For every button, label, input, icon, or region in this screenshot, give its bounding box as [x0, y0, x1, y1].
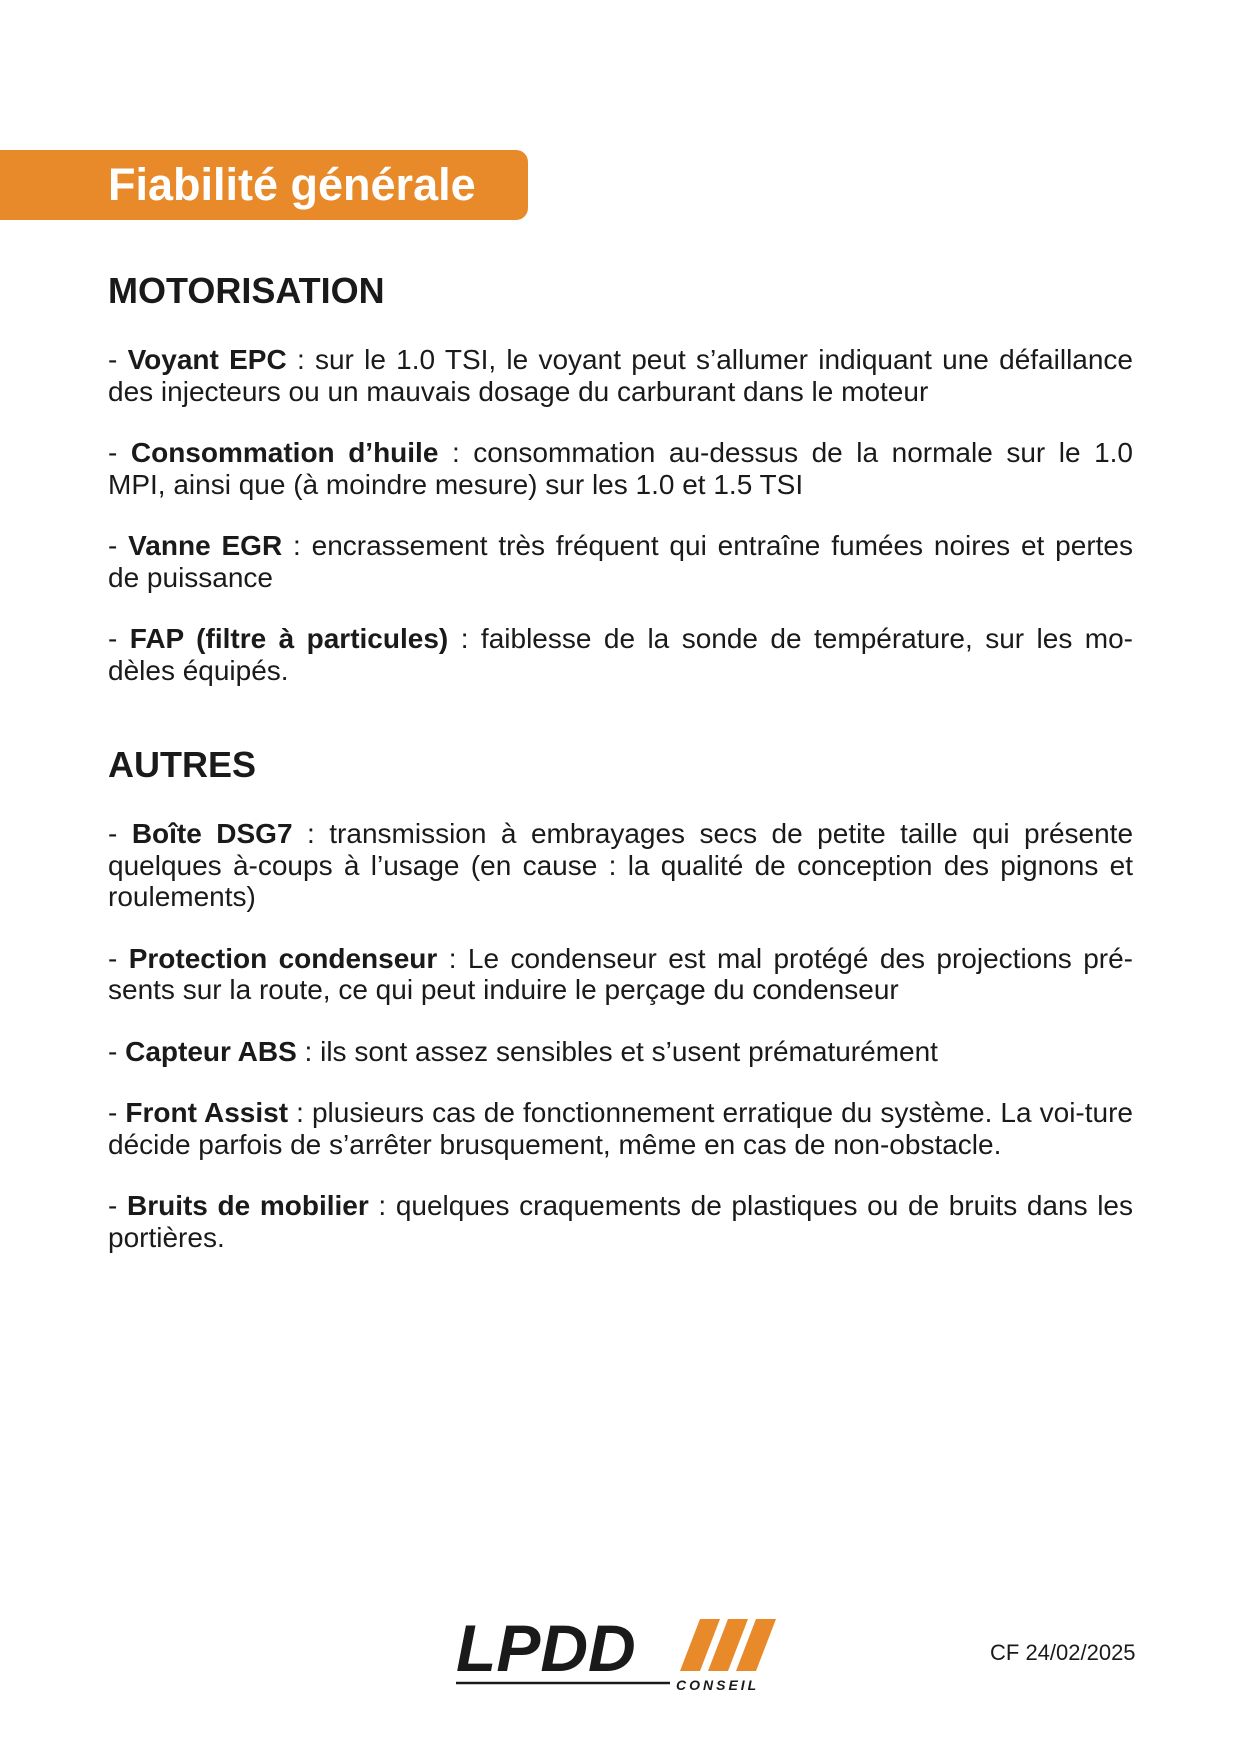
section-heading-autres: AUTRES — [108, 744, 257, 785]
page-title: Fiabilité générale — [108, 159, 476, 210]
item-label: Bruits de mobilier — [126, 1190, 369, 1221]
document-date: CF 24/02/2025 — [990, 1640, 1136, 1665]
item-label: Vanne EGR — [128, 530, 283, 561]
section-heading-motorisation: MOTORISATION — [108, 270, 385, 311]
item-label: Front Assist — [125, 1097, 289, 1128]
list-item: - Capteur ABS : ils sont assez sensibles et s’usent prématurément — [108, 1035, 938, 1067]
logo-text: LPDD — [456, 1615, 636, 1685]
list-item: - Vanne EGR : encrassement très fréquent qui entraîne fumées noires et pertes de puissance — [108, 530, 1134, 593]
document-body — [108, 270, 1133, 1283]
list-item: - Consommation d’huile : consommation au-dessus de la normale sur le 1.0 MPI, ainsi que (à moindre mesure) sur les 1.0 et 1.5 TSI — [108, 437, 1134, 500]
list-item: - Boîte DSG7 : transmission à embrayages secs de petite taille qui présente quelques à-coups à l’usage (en cause : la qualité de conception des pignons et roulements) — [108, 818, 1134, 912]
lpdd-logo — [452, 1615, 792, 1695]
item-label: Boîte DSG7 — [131, 818, 293, 849]
list-item: - Bruits de mobilier : quelques craquements de plastiques ou de bruits dans les portières. — [108, 1190, 1134, 1253]
item-label: Protection condenseur — [128, 942, 438, 974]
list-item: - Protection condenseur : Le condenseur est mal protégé des projections pré-sents sur la route, ce qui peut induire le perçage du condenseur — [108, 942, 1134, 1005]
title-banner — [0, 150, 528, 220]
item-label: Voyant EPC — [127, 344, 287, 375]
item-label: FAP (filtre à particules) — [129, 623, 449, 654]
item-label: Capteur ABS — [125, 1035, 297, 1067]
logo-subtext: CONSEIL — [676, 1677, 760, 1693]
list-item: - Voyant EPC : sur le 1.0 TSI, le voyant peut s’allumer indiquant une défaillance des injecteurs ou un mauvais dosage du carburant dans le moteur — [108, 344, 1134, 407]
list-item: - FAP (filtre à particules) : faiblesse de la sonde de température, sur les mo-dèles équipés. — [108, 623, 1134, 686]
list-item: - Front Assist : plusieurs cas de fonctionnement erratique du système. La voi-ture décide parfois de s’arrêter brusquement, même en cas de non-obstacle. — [108, 1097, 1134, 1160]
item-label: Consommation d’huile — [130, 437, 439, 468]
